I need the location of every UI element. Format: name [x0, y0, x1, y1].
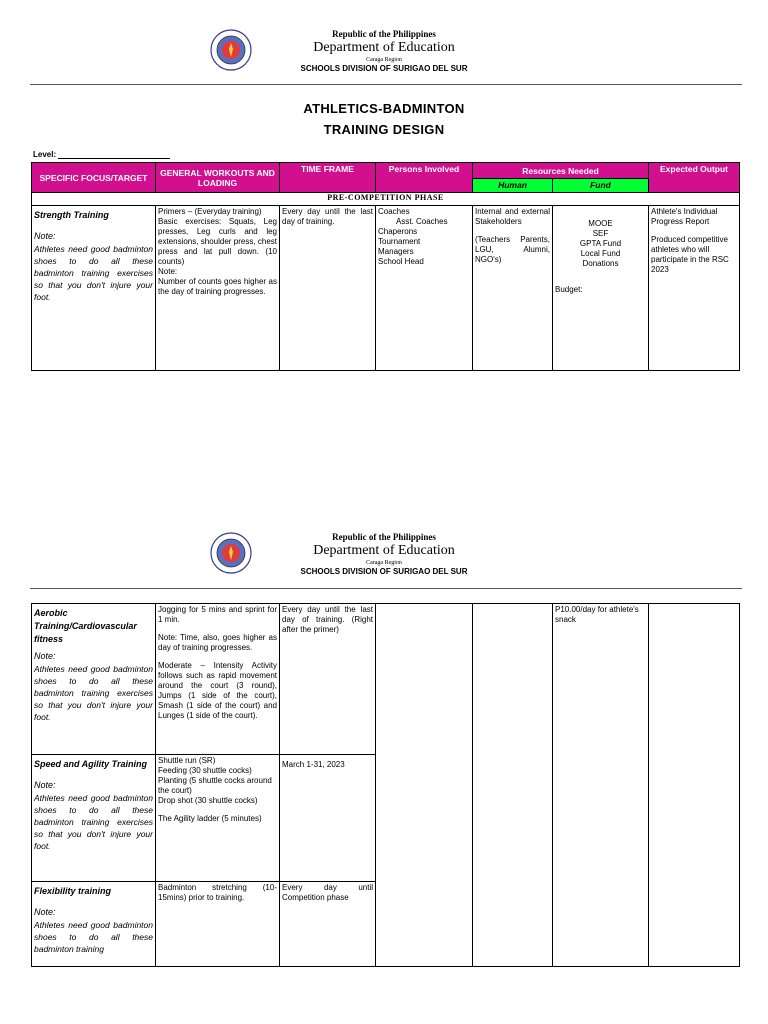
workout-text: Note: Time, also, goes higher as day of training progresses.: [158, 633, 277, 652]
person-item: Tournament: [378, 237, 421, 246]
workout-text: Feeding (30 shuttle cocks): [158, 766, 252, 775]
workout-text: Drop shot (30 shuttle cocks): [158, 796, 258, 805]
focus-name: Flexibility training: [34, 886, 112, 896]
level-field: [33, 150, 170, 159]
output-cell: [649, 206, 740, 371]
division-name: SCHOOLS DIVISION OF SURIGAO DEL SUR: [300, 567, 468, 576]
human-text: Internal and external Stakeholders: [475, 207, 550, 226]
training-table-page-1: [31, 162, 740, 371]
col-header-workouts: GENERAL WORKOUTS AND LOADING: [156, 163, 280, 193]
note-text: Athletes need good badminton shoes to do all these badminton training exercises so that you don't injure your foot.: [34, 244, 153, 302]
human-text: (Teachers Parents, LGU, Alumni, NGO's): [475, 235, 550, 264]
table-row: [32, 604, 740, 755]
table-row: [32, 206, 740, 371]
fund-item: Donations: [582, 259, 619, 268]
note-label: Note:: [34, 907, 56, 917]
col-header-human: Human: [473, 179, 553, 193]
fund-item: SEF: [592, 229, 609, 238]
output-text: Produced competitive athletes who will participate in the RSC 2023: [651, 235, 729, 274]
budget-label: Budget:: [555, 285, 583, 294]
note-text: Athletes need good badminton shoes to do all these badminton training exercises so that you don't injure your foot.: [34, 793, 153, 851]
workout-text: The Agility ladder (5 minutes): [158, 814, 262, 823]
republic-line: Republic of the Philippines: [332, 29, 436, 39]
note-label: Note:: [34, 231, 56, 241]
letterhead: [0, 29, 768, 73]
col-header-output: Expected Output: [649, 163, 740, 193]
workout-text: Shuttle run (SR): [158, 756, 216, 765]
persons-cell: [376, 604, 473, 967]
time-cell: Every day until the last day of training.: [280, 206, 376, 371]
workouts-cell: Badminton stretching (10-15mins) prior to training.: [156, 882, 280, 967]
workout-text: Moderate – Intensity Activity follows such as rapid movement around the court (3 round), Jumps (1 side of the court), Smash (1 side of the court) and Lunges (1 side of the court).: [158, 661, 277, 720]
region-name: Caraga Region: [366, 57, 402, 63]
time-cell: Every day until Competition phase: [280, 882, 376, 967]
col-header-resources: Resources Needed: [473, 163, 649, 179]
time-cell: [280, 755, 376, 882]
note-text: Athletes need good badminton shoes to do all these badminton training: [34, 920, 153, 954]
workout-text: Note:: [158, 267, 178, 276]
fund-cell: [553, 206, 649, 371]
fund-item: GPTA Fund: [579, 239, 622, 248]
workouts-cell: [156, 755, 280, 882]
focus-cell: [32, 206, 156, 371]
workout-text: Primers – (Everyday training): [158, 207, 262, 216]
focus-name: Strength Training: [34, 210, 109, 220]
focus-cell: [32, 755, 156, 882]
workout-text: Planting (5 shuttle cocks around the court): [158, 776, 272, 795]
output-text: Athlete's Individual Progress Report: [651, 207, 718, 226]
workouts-cell: [156, 206, 280, 371]
document-title: [0, 98, 768, 140]
division-name: SCHOOLS DIVISION OF SURIGAO DEL SUR: [300, 64, 468, 73]
title-line-1: ATHLETICS-BADMINTON: [303, 101, 465, 116]
human-cell: [473, 604, 553, 967]
phase-label: PRE-COMPETITION PHASE: [32, 193, 740, 206]
focus-name: Aerobic Training/Cardiovascular fitness: [34, 608, 137, 644]
focus-name: Speed and Agility Training: [34, 759, 148, 769]
output-cell: [649, 604, 740, 967]
time-cell: Every day until the last day of training. (Right after the primer): [280, 604, 376, 755]
letterhead: [0, 532, 768, 576]
fund-cell: P10.00/day for athlete's snack: [553, 604, 649, 967]
person-item: School Head: [378, 257, 424, 266]
department-name: Department of Education: [313, 40, 455, 55]
note-label: Note:: [34, 651, 56, 661]
region-name: Caraga Region: [366, 560, 402, 566]
person-item: Coaches: [378, 207, 410, 216]
header-rule: [30, 84, 742, 85]
person-item: Asst. Coaches: [396, 217, 448, 226]
level-blank-line: [58, 151, 170, 159]
workouts-cell: [156, 604, 280, 755]
focus-cell: [32, 882, 156, 967]
col-header-focus: SPECIFIC FOCUS/TARGET: [32, 163, 156, 193]
fund-item: MOOE: [588, 219, 613, 228]
col-header-fund: Fund: [553, 179, 649, 193]
level-label: Level:: [33, 150, 57, 159]
note-text: Athletes need good badminton shoes to do all these badminton training exercises so that you don't injure your foot.: [34, 664, 153, 722]
person-item: Chaperons: [378, 227, 418, 236]
note-label: Note:: [34, 780, 56, 790]
department-name: Department of Education: [313, 543, 455, 558]
training-table-page-2: [31, 603, 740, 967]
workout-text: Basic exercises: Squats, Leg presses, Leg curls and leg extensions, shoulder press, chest press and lat pull down. (10 counts): [158, 217, 277, 266]
time-text: March 1-31, 2023: [282, 760, 345, 769]
header-rule: [30, 588, 742, 589]
republic-line: Republic of the Philippines: [332, 532, 436, 542]
persons-cell: [376, 206, 473, 371]
person-item: Managers: [378, 247, 414, 256]
col-header-persons: Persons Involved: [376, 163, 473, 193]
fund-item: Local Fund: [580, 249, 621, 258]
human-cell: [473, 206, 553, 371]
col-header-time: TIME FRAME: [280, 163, 376, 193]
title-line-2: TRAINING DESIGN: [323, 122, 445, 137]
workout-text: Jogging for 5 mins and sprint for 1 min.: [158, 605, 277, 624]
focus-cell: [32, 604, 156, 755]
workout-text: Number of counts goes higher as the day of training progresses.: [158, 277, 277, 296]
